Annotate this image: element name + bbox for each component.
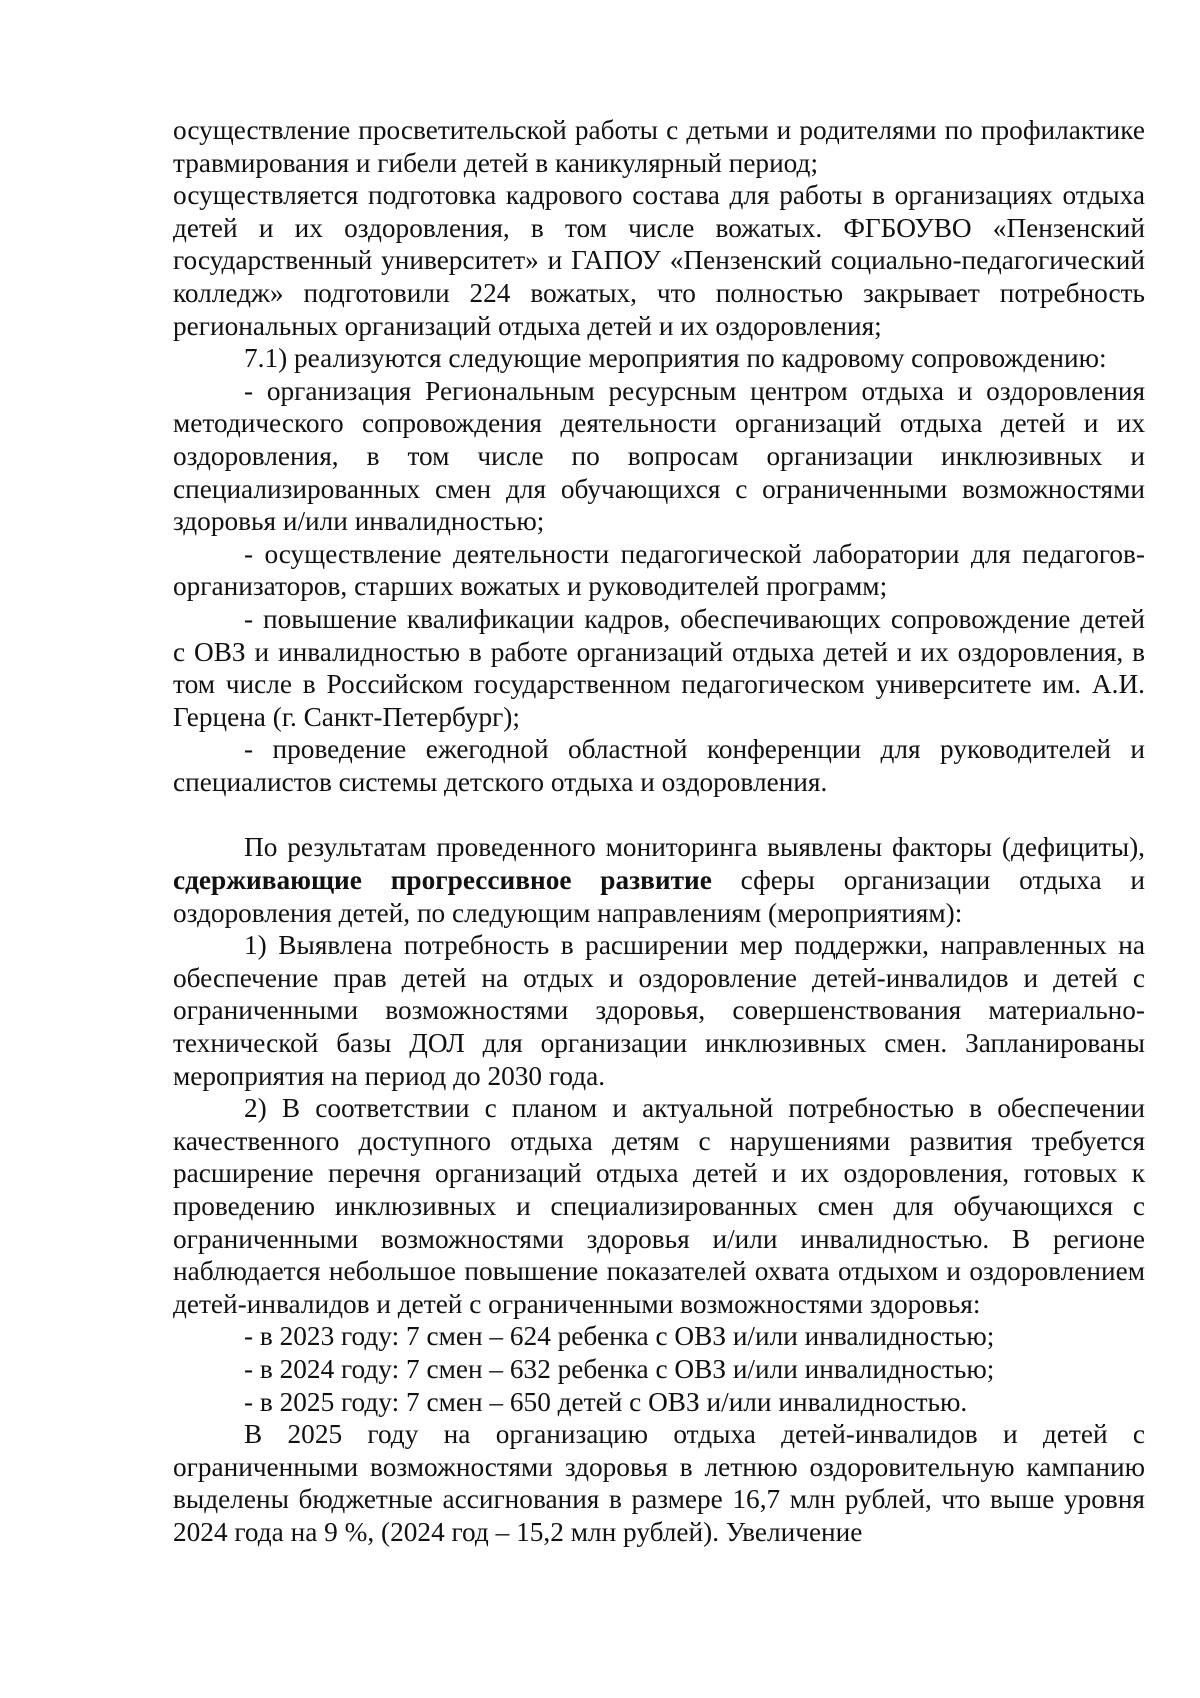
paragraph-staffing-measures: 7.1) реализуются следующие мероприятия по кадровому сопровождению: [244, 343, 1107, 374]
list-item-methodical-support: - организация Региональным ресурсным центром отдыха и оздоровления методического сопровождения деятельности организаций отдыха детей и их оздоровления, в том числе по вопросам организации инклюзивных и специализированных смен для обучающихся с ограниченными возможностями здоровья и/или инвалидностью; [173, 375, 1145, 537]
list-item-2024: - в 2024 году: 7 смен – 632 ребенка с ОВЗ и/или инвалидностью; [244, 1353, 995, 1384]
paragraph-gap [173, 798, 1145, 831]
paragraph-inclusive-shifts: 2) В соответствии с планом и актуальной потребностью в обеспечении качественного доступного отдыха детям с нарушениями развития требуется расширение перечня организаций отдыха детей и их оздоровления, готовых к проведению инклюзивных и специализированных смен для обучающихся с ограниченными возможностями здоровья и/или инвалидностью. В регионе наблюдается небольшое повышение показателей охвата отдыхом и оздоровлением детей-инвалидов и детей с ограниченными возможностями здоровья: [173, 1093, 1145, 1319]
paragraph-staff-training: осуществляется подготовка кадрового состава для работы в организациях отдыха детей и их оздоровления, в том числе вожатых. ФГБОУВО «Пензенский государственный университет» и ГАПОУ «Пензенский социально-педагогический колледж» подготовили 224 вожатых, что полностью закрывает потребность региональных организаций отдыха детей и их оздоровления; [173, 180, 1145, 341]
list-item-conference: - проведение ежегодной областной конференции для руководителей и специалистов системы детского отдыха и оздоровления. [173, 734, 1145, 797]
list-item-pedagogical-lab: - осуществление деятельности педагогической лаборатории для педагогов-организаторов, старших вожатых и руководителей программ; [173, 538, 1145, 602]
paragraph-prevention-work: осуществление просветительской работы с детьми и родителями по профилактике травмирования и гибели детей в каникулярный период; [173, 115, 1145, 178]
monitoring-text-before: По результатам проведенного мониторинга выявлены факторы (дефициты), [244, 832, 1145, 863]
monitoring-text-after: сферы организации отдыха и оздоровления детей, по следующим направлениям (мероприятиям): [173, 865, 1146, 928]
document-page [173, 114, 1145, 1549]
list-item-2025: - в 2025 году: 7 смен – 650 детей с ОВЗ и/или инвалидностью. [244, 1386, 968, 1417]
paragraph-budget-2025: В 2025 году на организацию отдыха детей-инвалидов и детей с ограниченными возможностями здоровья в летнюю оздоровительную кампанию выделены бюджетные ассигнования в размере 16,7 млн рублей, что выше уровня 2024 года на 9 %, (2024 год – 15,2 млн рублей). Увеличение [173, 1419, 1145, 1547]
paragraph-support-needs: 1) Выявлена потребность в расширении мер поддержки, направленных на обеспечение прав детей на отдых и оздоровление детей-инвалидов и детей с ограниченными возможностями здоровья, совершенствования материально-технической базы ДОЛ для организации инклюзивных смен. Запланированы мероприятия на период до 2030 года. [173, 930, 1145, 1091]
monitoring-bold-phrase: сдерживающие прогрессивное развитие [173, 865, 712, 896]
list-item-qualification: - повышение квалификации кадров, обеспечивающих сопровождение детей с ОВЗ и инвалидностью в работе организаций отдыха детей и их оздоровления, в том числе в Российском государственном педагогическом университете им. А.И. Герцена (г. Санкт-Петербург); [173, 603, 1145, 732]
list-item-2023: - в 2023 году: 7 смен – 624 ребенка с ОВЗ и/или инвалидностью; [244, 1321, 995, 1352]
paragraph-monitoring-results [173, 831, 1145, 929]
